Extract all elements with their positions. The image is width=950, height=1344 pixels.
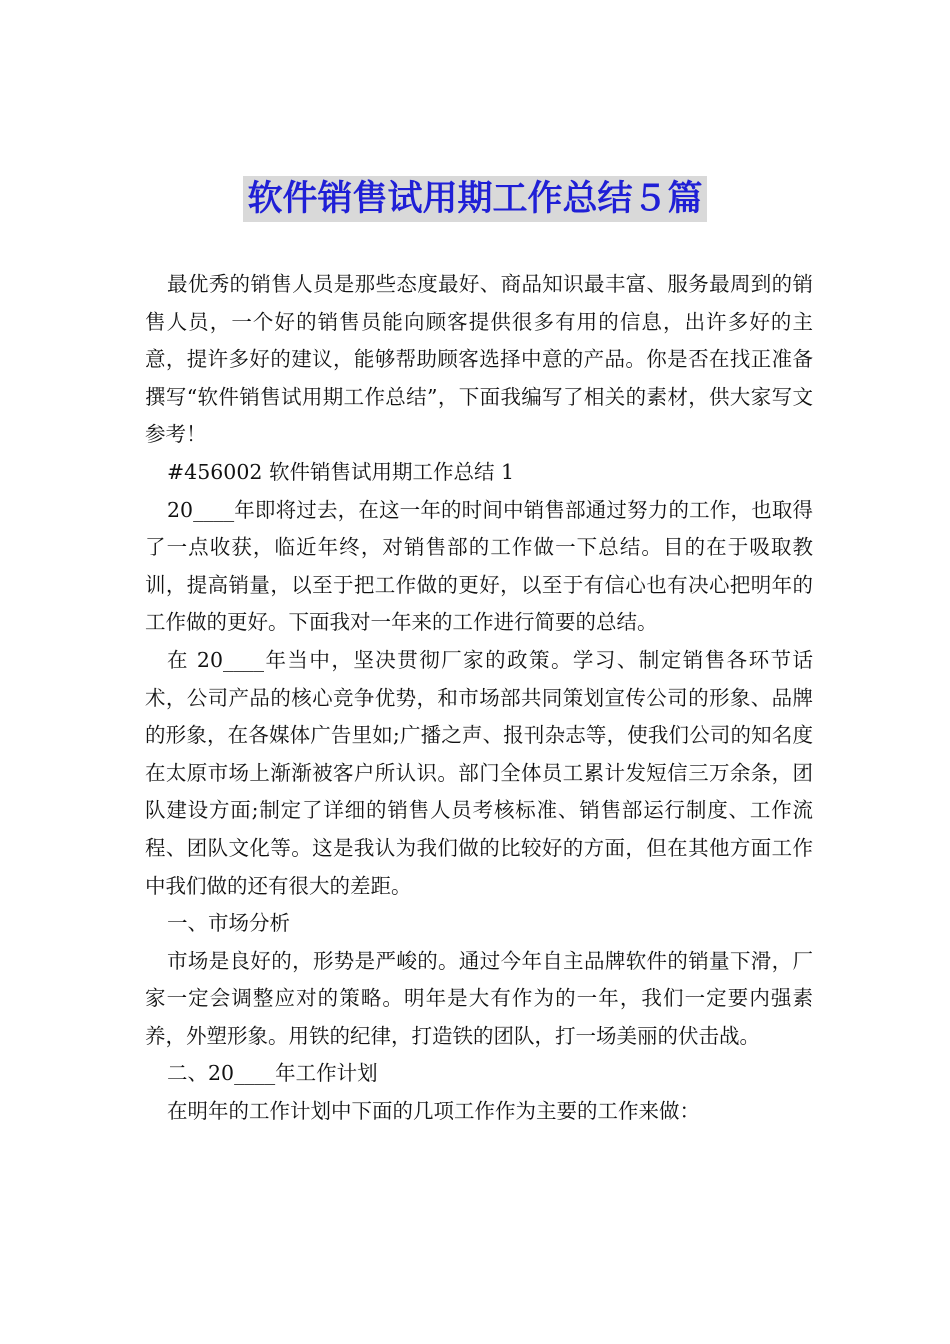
- section-heading-market-analysis: 一、市场分析: [167, 911, 290, 936]
- section-heading-summary-1: #456002 软件销售试用期工作总结 1: [167, 459, 515, 484]
- title-container: [0, 176, 950, 222]
- plan-paragraph: 在明年的工作计划中下面的几项工作作为主要的工作来做：: [167, 1099, 700, 1124]
- market-paragraph: 市场是良好的，形势是严峻的。通过今年自主品牌软件的销量下滑，厂家一定会调整应对的策略。明年是大有作为的一年，我们一定要内强素养，外塑形象。用铁的纪律，打造铁的团队，打一场美丽的伏击战。: [145, 948, 813, 1048]
- document-body: [145, 266, 813, 1131]
- intro-paragraph: 最优秀的销售人员是那些态度最好、商品知识最丰富、服务最周到的销售人员，一个好的销售员能向顾客提供很多有用的信息，出许多好的主意，提许多好的建议，能够帮助顾客选择中意的产品。你是否在找正准备撰写“软件销售试用期工作总结”，下面我编写了相关的素材，供大家写文参考！: [145, 272, 813, 447]
- section-heading-work-plan: 二、20____年工作计划: [167, 1061, 378, 1086]
- year-review-paragraph: 20____年即将过去，在这一年的时间中销售部通过努力的工作，也取得了一点收获，临近年终，对销售部的工作做一下总结。目的在于吸取教训，提高销量，以至于把工作做的更好，以至于有信心也有决心把明年的工作做的更好。下面我对一年来的工作进行简要的总结。: [145, 497, 813, 635]
- policy-paragraph: 在 20____年当中，坚决贯彻厂家的政策。学习、制定销售各环节话术，公司产品的核心竞争优势，和市场部共同策划宣传公司的形象、品牌的形象，在各媒体广告里如;广播之声、报刊杂志等，使我们公司的知名度在太原市场上渐渐被客户所认识。部门全体员工累计发短信三万余条，团队建设方面;制定了详细的销售人员考核标准、销售部运行制度、工作流程、团队文化等。这是我认为我们做的比较好的方面，但在其他方面工作中我们做的还有很大的差距。: [145, 647, 813, 898]
- document-title: 软件销售试用期工作总结５篇: [243, 176, 706, 222]
